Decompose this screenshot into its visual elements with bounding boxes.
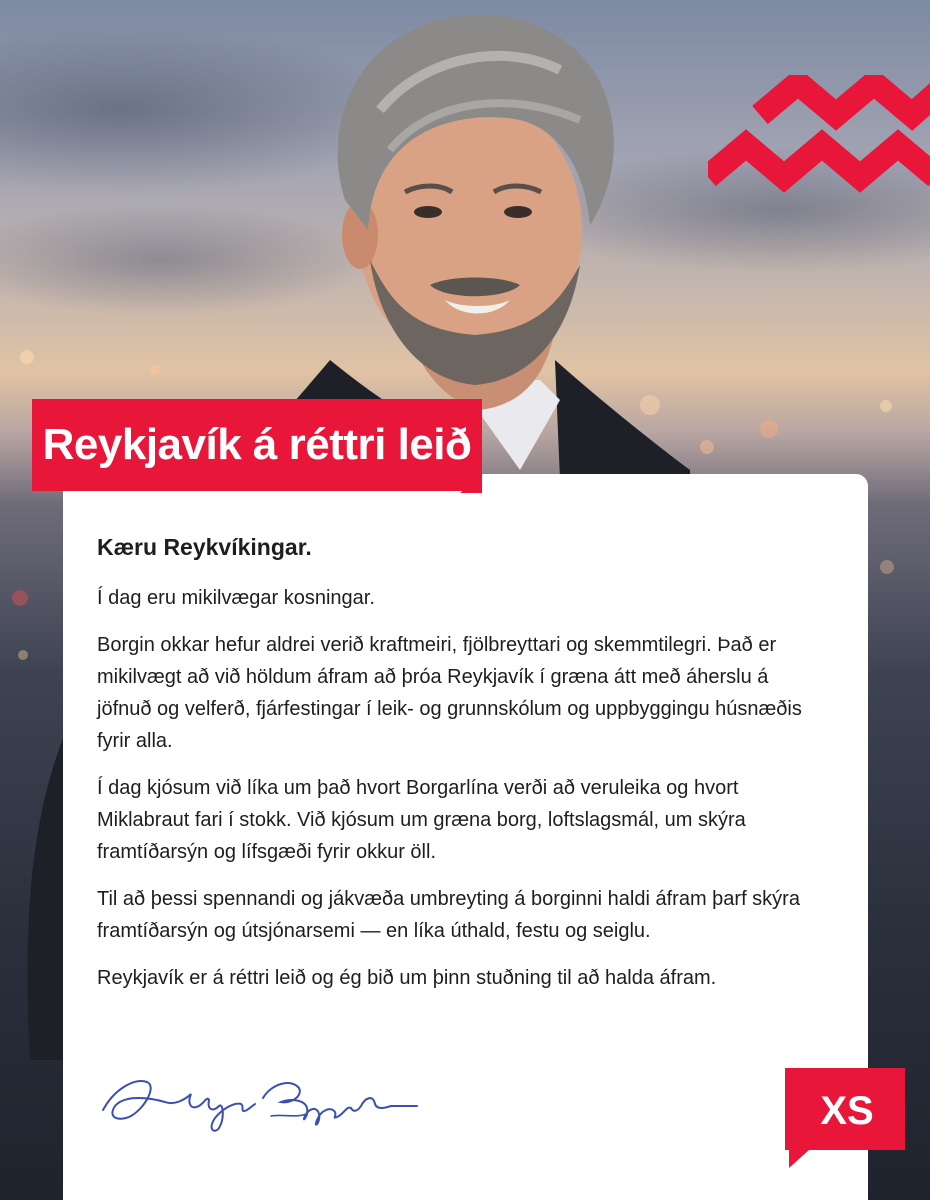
letter-paragraph: Reykjavík er á réttri leið og ég bið um þinn stuðning til að halda áfram. <box>97 967 717 989</box>
letter-greeting: Kæru Reykvíkingar. <box>97 534 312 560</box>
letter-paragraph: Í dag kjósum við líka um það hvort Borgarlína verði að veruleika og hvort Miklabraut fari í stokk. Við kjósum um græna borg, loftslagsmál, um skýra framtíðarsýn og lífsgæði fyrir okkur öll. <box>97 777 746 863</box>
letter-paragraph: Til að þessi spennandi og jákvæða umbreyting á borginni haldi áfram þarf skýra framtíðarsýn og útsjónarsemi — en líka úthald, festu og seiglu. <box>97 888 800 942</box>
xs-logo-bubble <box>785 1068 905 1168</box>
banner-title: Reykjavík á réttri leið <box>42 420 472 469</box>
letter-paragraph: Borgin okkar hefur aldrei verið kraftmeiri, fjölbreyttari og skemmtilegri. Það er mikilvægt að við höldum áfram að þróa Reykjavík í græna átt með áherslu á jöfnuð og velferð, fjárfestingar í leik- og grunnskólum og uppbyggingu húsnæðis fyrir alla. <box>97 634 802 752</box>
letter-body <box>97 532 827 1009</box>
handwritten-signature <box>95 1058 425 1138</box>
zigzag-graphic <box>708 75 930 245</box>
xs-logo-text: XS <box>820 1089 874 1133</box>
letter-paragraph: Í dag eru mikilvægar kosningar. <box>97 587 375 609</box>
